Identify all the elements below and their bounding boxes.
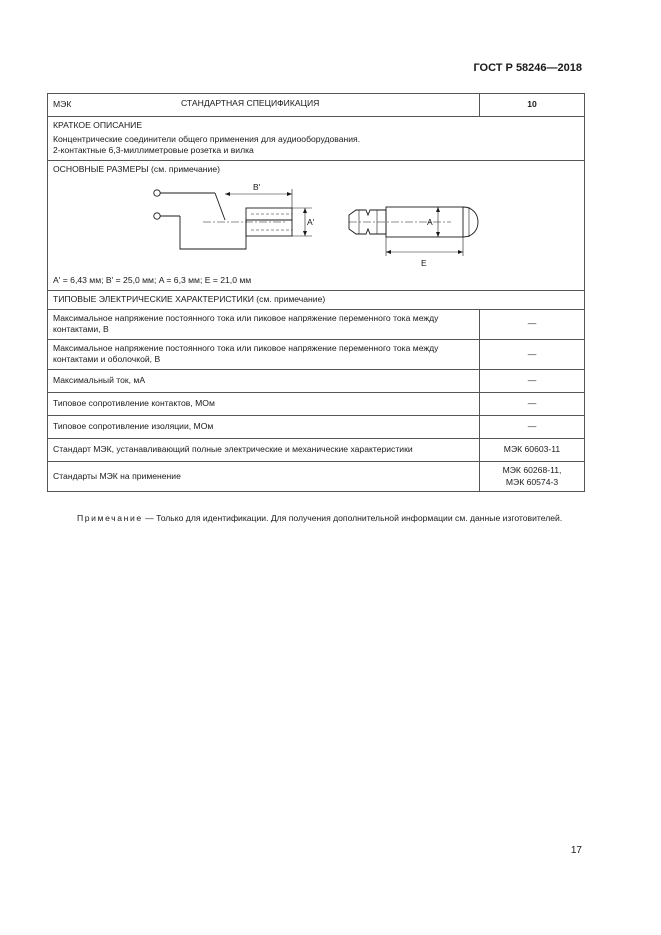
electrical-title: ТИПОВЫЕ ЭЛЕКТРИЧЕСКИЕ ХАРАКТЕРИСТИКИ (см. примечание) (48, 290, 585, 309)
row-value: — (480, 309, 585, 339)
table-row (48, 309, 585, 339)
header-cell (48, 94, 480, 117)
table-row (48, 461, 585, 491)
description-cell (48, 117, 585, 161)
table-row (48, 438, 585, 461)
terminal-circle-bottom (154, 213, 160, 219)
arrow-e-right (458, 250, 463, 254)
arrow-a-top (436, 207, 440, 212)
arrow-b-right (287, 192, 292, 196)
row-label: Типовое сопротивление контактов, МОм (48, 392, 480, 415)
page-number: 17 (570, 845, 582, 856)
standard-code: ГОСТ Р 58246—2018 (473, 62, 582, 74)
footnote (47, 512, 584, 525)
standard-label: Стандарт МЭК, устанавливающий полные электрические и механические характеристики (48, 438, 480, 461)
specification-table (47, 93, 585, 492)
description-row (48, 117, 585, 161)
description-line-1: Концентрические соединители общего применения для аудиооборудования. (53, 133, 361, 144)
row-label: Максимальное напряжение постоянного тока или пиковое напряжение переменного тока между контактами, В (48, 309, 480, 339)
arrow-a-bottom (436, 232, 440, 237)
standard-value: МЭК 60603-11 (480, 438, 585, 461)
row-label: Максимальное напряжение постоянного тока или пиковое напряжение переменного тока между контактами и оболочкой, В (48, 339, 480, 369)
arrow-a-prime-bottom (303, 231, 307, 236)
spec-title: СТАНДАРТНАЯ СПЕЦИФИКАЦИЯ (181, 98, 320, 108)
arrow-b-left (225, 192, 230, 196)
connector-drawing (53, 177, 578, 273)
arrow-e-left (386, 250, 391, 254)
row-value: — (480, 415, 585, 438)
dimension-values: A' = 6,43 мм; B' = 25,0 мм; A = 6,3 мм; E = 21,0 мм (53, 275, 252, 286)
contact-spring (215, 193, 225, 220)
label-e: E (421, 258, 427, 269)
note-label: Примечание (77, 513, 143, 523)
spec-number: 10 (480, 94, 585, 117)
row-value: — (480, 339, 585, 369)
plug-handle-curve (463, 207, 478, 237)
row-value: — (480, 369, 585, 392)
description-line-2: 2-контактные 6,3-миллиметровые розетка и вилка (53, 145, 254, 156)
label-a: A (427, 217, 433, 228)
table-row (48, 369, 585, 392)
electrical-title-row (48, 290, 585, 309)
iec-label: МЭК (53, 99, 72, 110)
table-row (48, 339, 585, 369)
applicable-value-1: МЭК 60268-11, (502, 464, 562, 475)
dimensions-title: ОСНОВНЫЕ РАЗМЕРЫ (см. примечание) (53, 163, 220, 174)
row-label: Максимальный ток, мА (48, 369, 480, 392)
dimensions-row (48, 160, 585, 290)
note-text: — Только для идентификации. Для получения дополнительной информации см. данные изготовителей. (142, 513, 563, 523)
table-row (48, 392, 585, 415)
table-row (48, 415, 585, 438)
dimensions-cell (48, 160, 585, 290)
applicable-value-2: МЭК 60574-3 (505, 476, 559, 487)
row-label: Типовое сопротивление изоляции, МОм (48, 415, 480, 438)
applicable-label: Стандарты МЭК на применение (48, 461, 480, 491)
label-a-prime: A' (307, 217, 315, 228)
socket-body (180, 216, 292, 249)
arrow-a-prime-top (303, 208, 307, 213)
row-value: — (480, 392, 585, 415)
applicable-value-cell (480, 461, 585, 491)
table-header-row (48, 94, 585, 117)
label-b-prime: B' (253, 182, 261, 193)
description-title: КРАТКОЕ ОПИСАНИЕ (53, 120, 143, 130)
terminal-circle-top (154, 190, 160, 196)
